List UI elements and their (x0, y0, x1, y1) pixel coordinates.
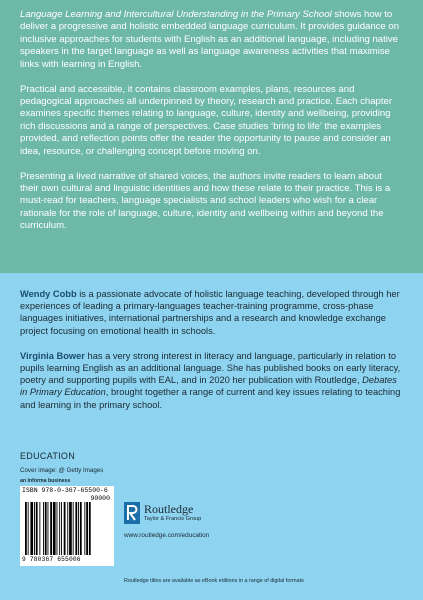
barcode-bar (73, 502, 74, 555)
cited-book-title: Debates in Primary Education (20, 375, 397, 398)
author-name-1: Wendy Cobb (20, 289, 77, 299)
barcode-bar (64, 502, 66, 555)
barcode-bar (89, 502, 91, 555)
cover-image-credit: Cover image: @ Getty Images (20, 467, 104, 474)
book-title: Language Learning and Intercultural Understanding in the Primary School (20, 9, 332, 20)
blurb-paragraph-1 (20, 9, 403, 71)
barcode-bar (50, 502, 52, 555)
author-bio-2 (20, 350, 403, 411)
barcode-bar (30, 502, 33, 555)
price-code: 90000 (90, 495, 110, 502)
barcode-bar (57, 502, 58, 555)
barcode-bar (86, 502, 88, 555)
barcode-bar (45, 502, 47, 555)
barcode-bar (53, 502, 56, 555)
ebook-note: Routledge titles are available as eBook editions in a range of digital formats (124, 578, 304, 584)
isbn-text-bottom: 9 780367 655006 (22, 556, 81, 563)
isbn-barcode (20, 486, 114, 566)
barcode-bar (43, 502, 44, 555)
barcode-bar (48, 502, 49, 555)
barcode-bar (25, 502, 27, 555)
barcode-bar (39, 502, 40, 555)
barcode-bar (61, 502, 62, 555)
author-bio-1 (20, 288, 403, 337)
author-bio-1-text: is a passionate advocate of holistic language teaching, developed through her experiences of leading a primary-languages teacher-training programme, cross-phase languages initiatives, international partnerships and a research and knowledge exchange project focusing on emotional health in schools. (20, 289, 400, 336)
isbn-text-top: ISBN 978-0-367-65500-6 (22, 487, 108, 494)
publisher-name: Routledge (144, 502, 194, 516)
blurb-p1-text: shows how to deliver a progressive and holistic embedded language curriculum. It provides guidance on inclusive approaches for students with English as an additional language, including native speakers in the target language as well as language awareness activities that maximise links with learning in English. (20, 9, 400, 70)
routledge-r-icon (124, 502, 140, 524)
barcode-bar (59, 502, 60, 555)
barcode-bar (69, 502, 72, 555)
barcode-bar (80, 502, 82, 555)
barcode-bars (25, 502, 109, 555)
author-bio-2-text-a: has a very strong interest in literacy and language, particularly in relation to pupils learning English as an additional language. She has published books on early literacy, poetry and supporting pupils with EAL, and in 2020 her publication with Routledge, (20, 350, 401, 386)
author-name-2: Virginia Bower (20, 350, 85, 361)
barcode-bar (67, 502, 68, 555)
blurb-paragraph-2: Practical and accessible, it contains classroom examples, plans, resources and pedagogical approaches all underpinned by theory, research and practice. Each chapter examines specific themes relating to language, culture, identity and wellbeing, providing rich discussions and a range of perspectives. Case studies ‘bring to life’ the examples provided, and reflection points offer the reader the opportunity to pause and consider an idea, resource, or challenging concept before moving on. (20, 83, 392, 157)
blurb-paragraph-3: Presenting a lived narrative of shared voices, the authors invite readers to learn about their own cultural and linguistic identities and how these relate to their practice. This is a must-read for teachers, language specialists and school leaders who wish for a clear rationale for the role of language, culture, identity and wellbeing within and beyond the curriculum. (20, 170, 391, 232)
subject-category: EDUCATION (20, 451, 76, 461)
barcode-bar (78, 502, 79, 555)
barcode-bar (75, 502, 77, 555)
barcode-bar (34, 502, 35, 555)
publisher-website[interactable]: www.routledge.com/education (124, 532, 210, 539)
barcode-bar (84, 502, 85, 555)
author-bio-2-text-b: , brought together a range of current and key issues relating to teaching and learning in the primary school. (20, 387, 401, 410)
informa-label: an informa business (20, 478, 71, 484)
barcode-bar (28, 502, 29, 555)
blurb-panel (0, 0, 423, 273)
barcode-bar (36, 502, 38, 555)
publisher-tagline: Taylor & Francis Group (144, 516, 202, 522)
